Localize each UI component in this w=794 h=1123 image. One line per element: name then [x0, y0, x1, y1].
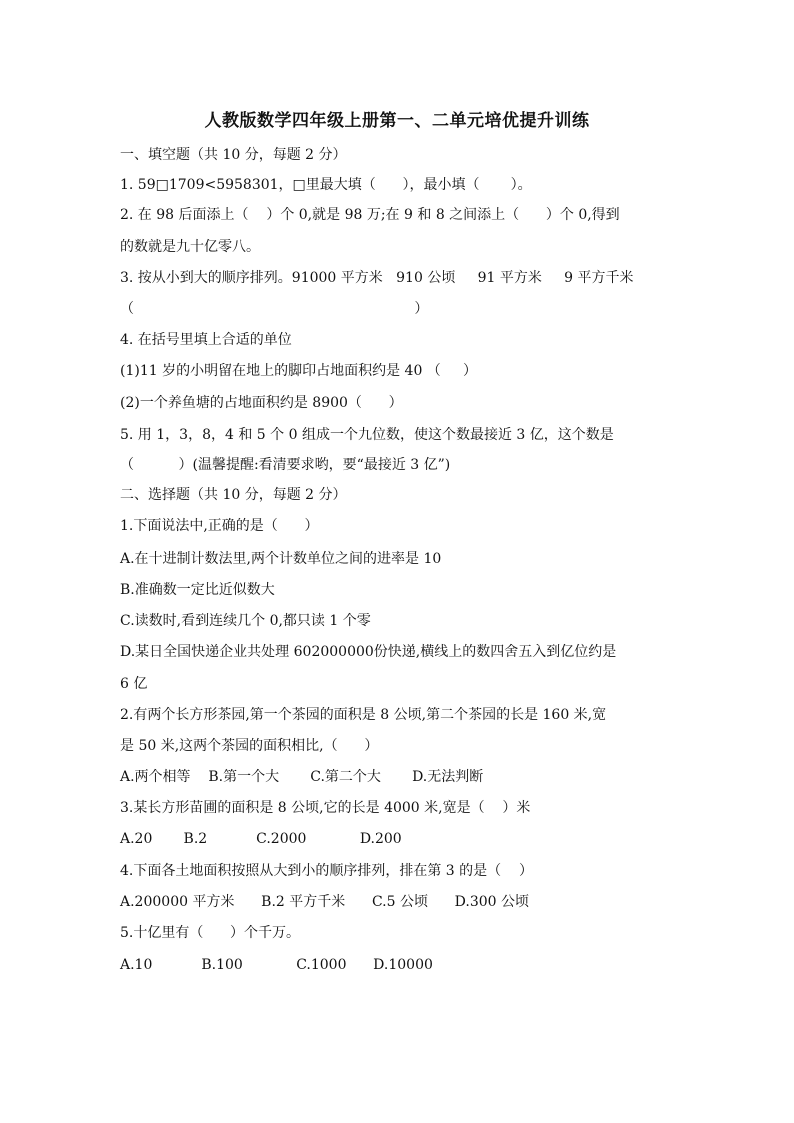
- question-line: 的数就是九十亿零八。: [120, 239, 260, 255]
- option-line: A.20 B.2 C.2000 D.200: [120, 831, 402, 847]
- question-line: 5. 用 1，3，8，4 和 5 个 0 组成一个九位数，使这个数最接近 3 亿，这个数是: [120, 427, 614, 443]
- option-line: B.准确数一定比近似数大: [120, 582, 275, 598]
- option-line: A.两个相等 B.第一个大 C.第二个大 D.无法判断: [120, 769, 484, 785]
- question-line: 1.下面说法中,正确的是（ ）: [120, 518, 319, 534]
- question-line: （ ）: [120, 301, 429, 317]
- question-line: 3. 按从小到大的顺序排列。91000 平方米 910 公顷 91 平方米 9 平方千米: [120, 270, 634, 286]
- question-line: 5.十亿里有（ ）个千万。: [120, 925, 301, 941]
- question-line: (2)一个养鱼塘的占地面积约是 8900（ ）: [120, 395, 403, 411]
- question-line: 是 50 米,这两个茶园的面积相比,（ ）: [120, 738, 379, 754]
- question-line: 2.有两个长方形茶园,第一个茶园的面积是 8 公顷,第二个茶园的长是 160 米,宽: [120, 707, 607, 723]
- question-line: 2. 在 98 后面添上（ ）个 0,就是 98 万;在 9 和 8 之间添上（ ）个 0,得到: [120, 207, 620, 223]
- option-line: 6 亿: [120, 676, 148, 692]
- question-line: 1. 59□1709<5958301，□里最大填（ ），最小填（ ）。: [120, 177, 532, 193]
- option-line: A.200000 平方米 B.2 平方千米 C.5 公顷 D.300 公顷: [120, 894, 530, 910]
- section-heading-multiple-choice: 二、选择题（共 10 分，每题 2 分）: [120, 487, 347, 503]
- question-line: 4.下面各土地面积按照从大到小的顺序排列，排在第 3 的是（ ）: [120, 863, 533, 879]
- question-line: （ ）(温馨提醒:看清要求哟，要“最接近 3 亿”): [120, 457, 451, 473]
- page-title: 人教版数学四年级上册第一、二单元培优提升训练: [204, 111, 590, 131]
- option-line: D.某日全国快递企业共处理 602000000份快递,横线上的数四舍五入到亿位约是: [120, 644, 617, 660]
- question-line: 4. 在括号里填上合适的单位: [120, 332, 292, 348]
- section-heading-fill-in: 一、填空题（共 10 分，每题 2 分）: [120, 147, 347, 163]
- question-line: 3.某长方形苗圃的面积是 8 公顷,它的长是 4000 米,宽是（ ）米: [120, 800, 531, 816]
- option-line: A.10 B.100 C.1000 D.10000: [120, 957, 433, 973]
- option-line: C.读数时,看到连续几个 0,都只读 1 个零: [120, 613, 371, 629]
- question-line: (1)11 岁的小明留在地上的脚印占地面积约是 40 （ ）: [120, 363, 478, 379]
- option-line: A.在十进制计数法里,两个计数单位之间的进率是 10: [120, 551, 442, 567]
